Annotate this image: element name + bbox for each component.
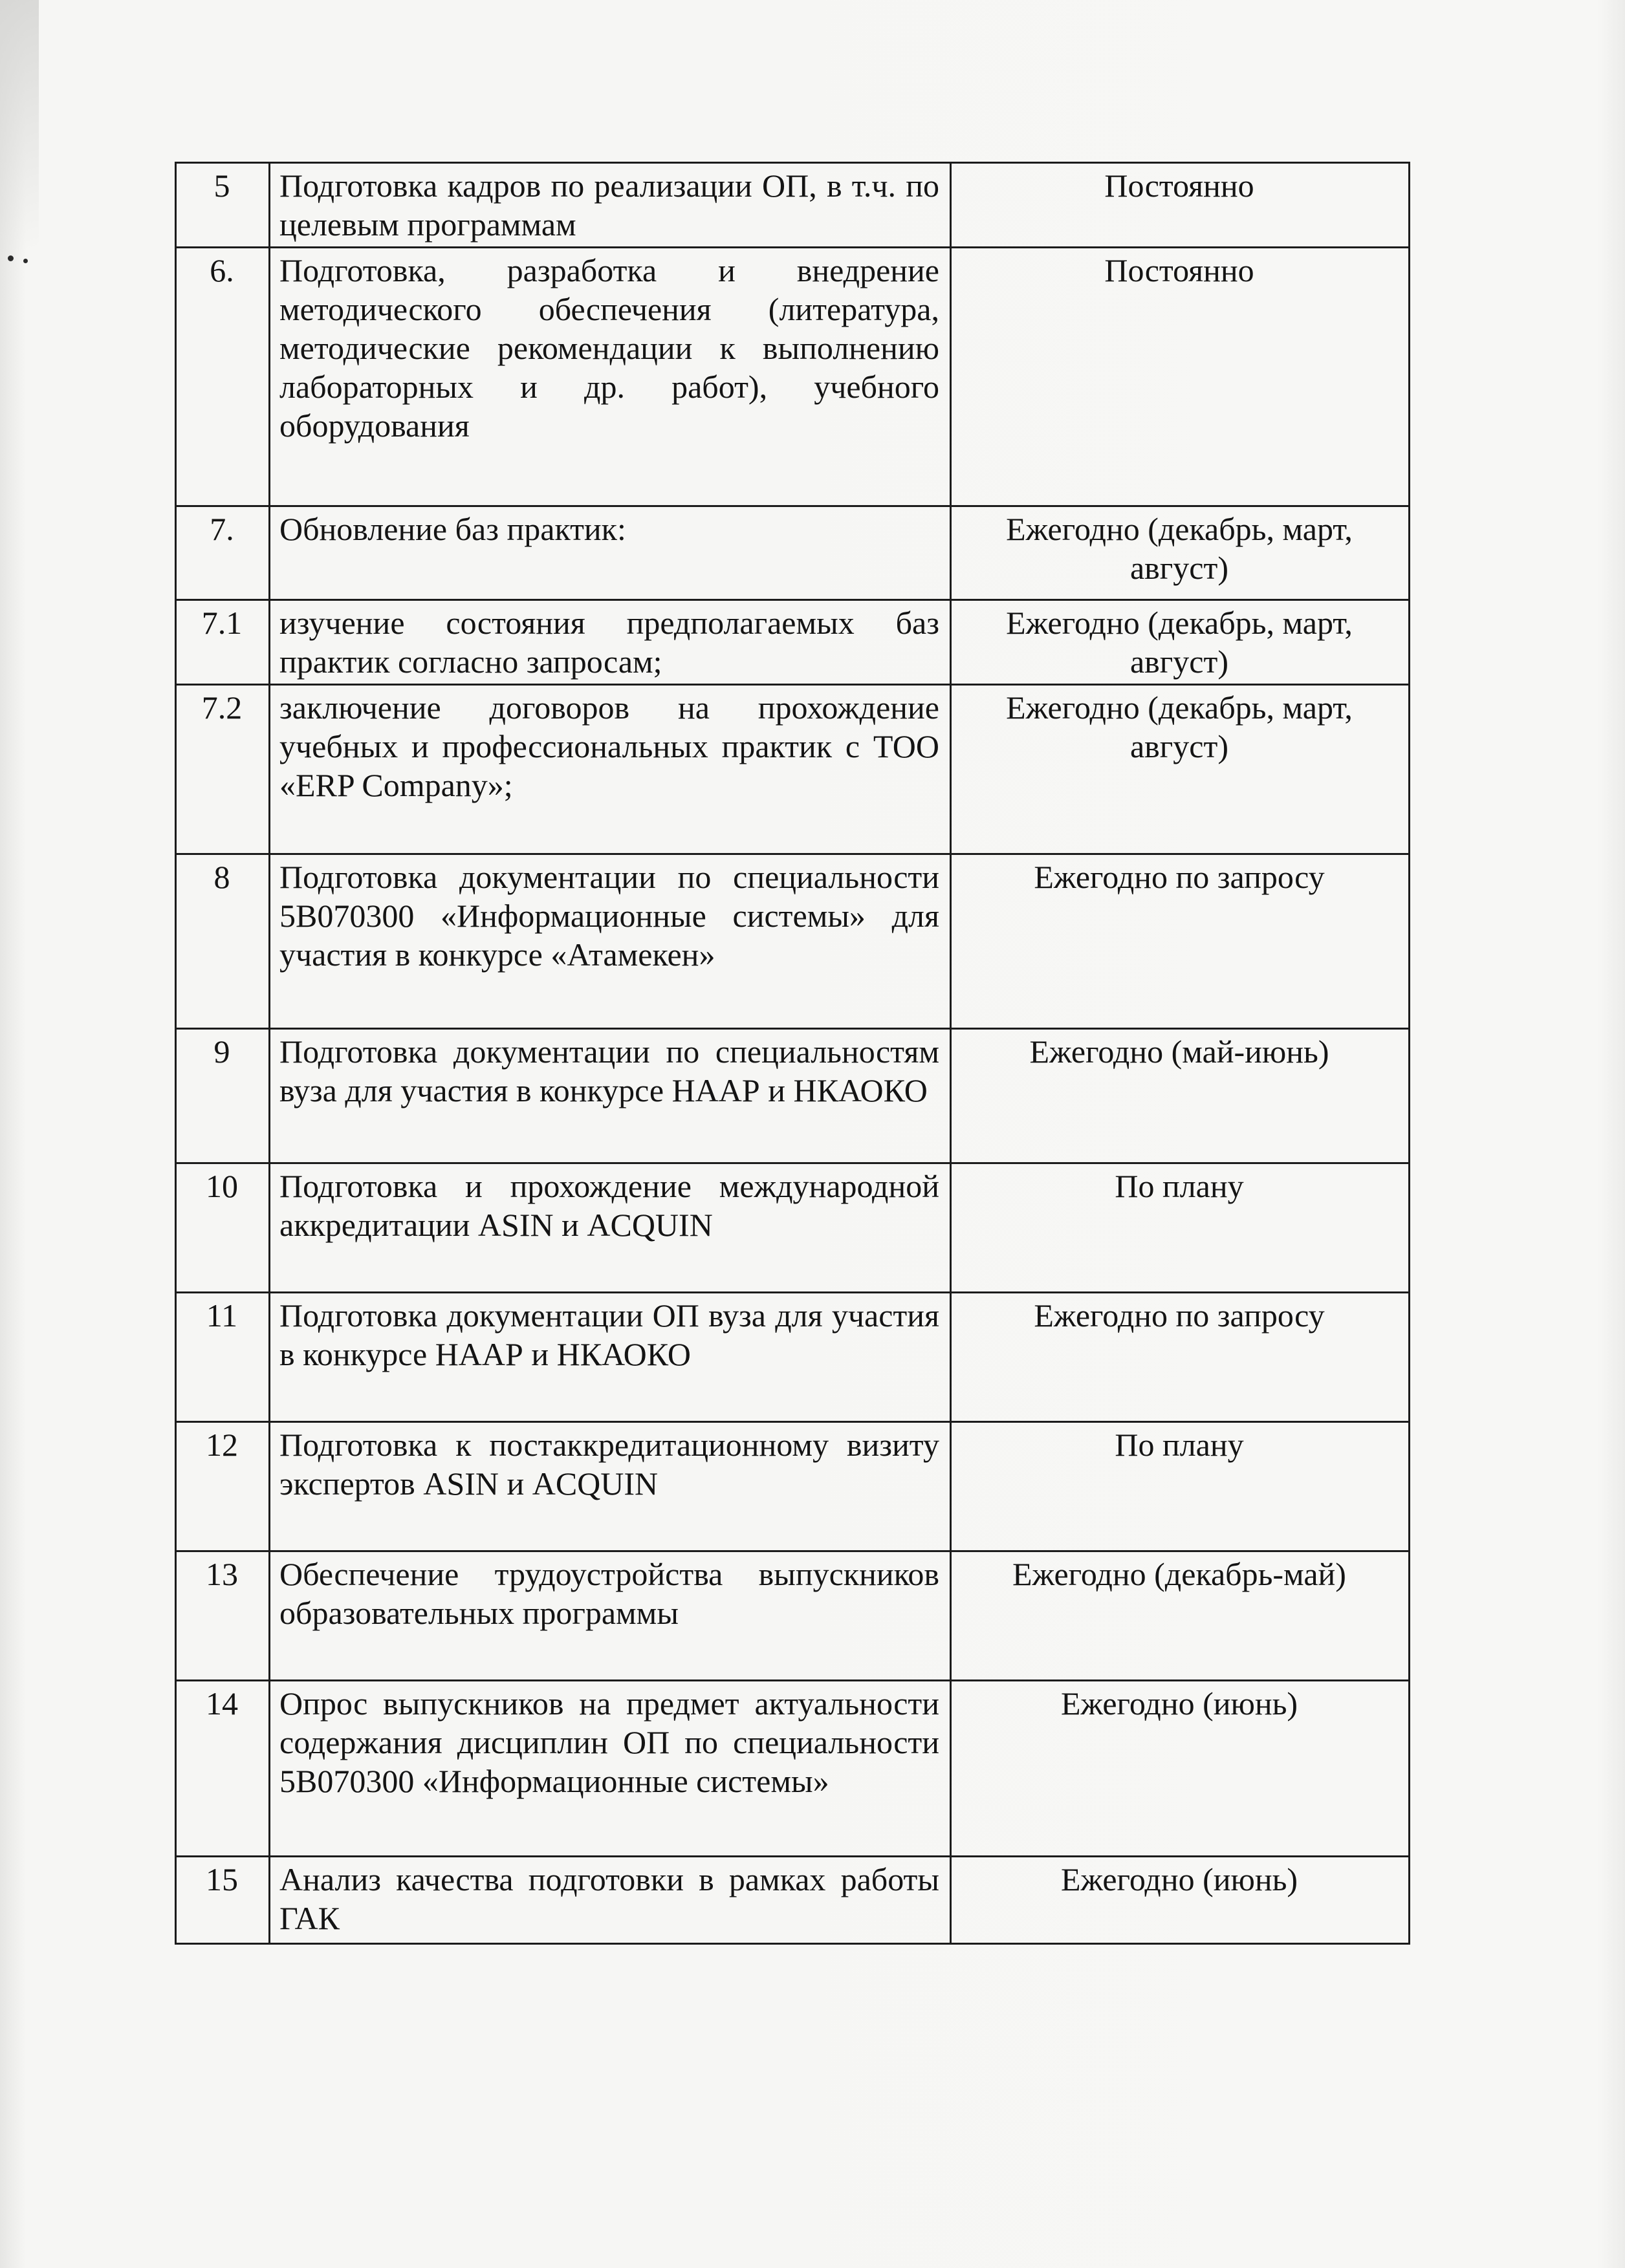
event-name: Подготовка, разработка и внедрение методического обеспечения (литература, методические рекомендации к выполнению лабораторных и др. работ), учебного оборудования [270, 248, 951, 506]
row-number: 11 [176, 1293, 270, 1422]
event-name: Обеспечение трудоустройства выпускников образовательных программы [270, 1551, 951, 1681]
event-period: Ежегодно (декабрь, март, август) [951, 685, 1410, 854]
event-period: Ежегодно (июнь) [951, 1681, 1410, 1857]
table-row [176, 1163, 1410, 1293]
event-period: Ежегодно (июнь) [951, 1857, 1410, 1944]
row-number: 10 [176, 1163, 270, 1293]
table-row [176, 1029, 1410, 1163]
event-period: Ежегодно по запросу [951, 1293, 1410, 1422]
row-number: 12 [176, 1422, 270, 1551]
row-number: 14 [176, 1681, 270, 1857]
table-row [176, 248, 1410, 506]
paper-fold-shadow [0, 0, 39, 362]
event-period: Ежегодно (декабрь, март, август) [951, 600, 1410, 685]
table-row [176, 1293, 1410, 1422]
event-period: Постоянно [951, 248, 1410, 506]
event-name: Обновление баз практик: [270, 506, 951, 600]
row-number: 7.2 [176, 685, 270, 854]
event-period: Ежегодно по запросу [951, 854, 1410, 1029]
event-name: Анализ качества подготовки в рамках работы ГАК [270, 1857, 951, 1944]
row-number: 9 [176, 1029, 270, 1163]
event-name: Опрос выпускников на предмет актуальности содержания дисциплин ОП по специальности 5В070300 «Информационные системы» [270, 1681, 951, 1857]
table-row [176, 506, 1410, 600]
row-number: 6. [176, 248, 270, 506]
event-period: Ежегодно (декабрь-май) [951, 1551, 1410, 1681]
table-row [176, 1551, 1410, 1681]
scan-speck [8, 255, 14, 261]
table-row [176, 1857, 1410, 1944]
row-number: 5 [176, 163, 270, 248]
table-row [176, 600, 1410, 685]
row-number: 15 [176, 1857, 270, 1944]
events-table [175, 162, 1410, 1945]
event-name: заключение договоров на прохождение учебных и профессиональных практик с ТОО «ERP Company»; [270, 685, 951, 854]
table-row [176, 685, 1410, 854]
table-row [176, 1681, 1410, 1857]
event-period: По плану [951, 1163, 1410, 1293]
event-period: Постоянно [951, 163, 1410, 248]
table-row [176, 854, 1410, 1029]
row-number: 7.1 [176, 600, 270, 685]
event-period: По плану [951, 1422, 1410, 1551]
event-name: Подготовка кадров по реализации ОП, в т.ч. по целевым программам [270, 163, 951, 248]
event-name: Подготовка к постаккредитационному визиту экспертов ASIN и ACQUIN [270, 1422, 951, 1551]
row-number: 7. [176, 506, 270, 600]
event-name: Подготовка документации по специальностям вуза для участия в конкурсе НААР и НКАОКО [270, 1029, 951, 1163]
row-number: 13 [176, 1551, 270, 1681]
event-name: Подготовка документации ОП вуза для участия в конкурсе НААР и НКАОКО [270, 1293, 951, 1422]
table-row [176, 163, 1410, 248]
event-period: Ежегодно (май-июнь) [951, 1029, 1410, 1163]
event-period: Ежегодно (декабрь, март, август) [951, 506, 1410, 600]
events-table-body [176, 163, 1410, 1944]
scan-speck [23, 259, 28, 263]
event-name: Подготовка и прохождение международной аккредитации ASIN и ACQUIN [270, 1163, 951, 1293]
table-row [176, 1422, 1410, 1551]
event-name: изучение состояния предполагаемых баз практик согласно запросам; [270, 600, 951, 685]
event-name: Подготовка документации по специальности 5В070300 «Информационные системы» для участия в конкурсе «Атамекен» [270, 854, 951, 1029]
row-number: 8 [176, 854, 270, 1029]
